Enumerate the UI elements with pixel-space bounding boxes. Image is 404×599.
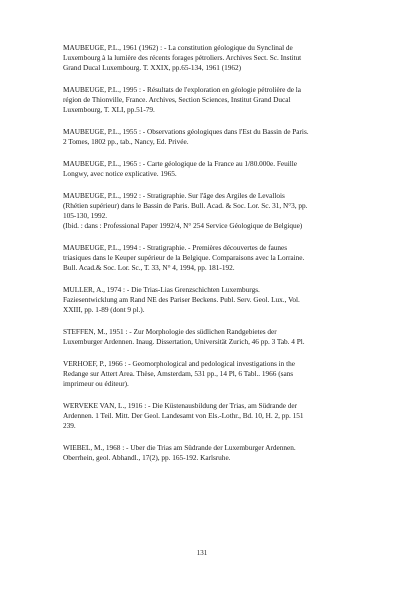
reference-line: Luxemburger Ardennen. Inaug. Dissertation, Universität Zurich, 46 pp. 3 Tab. 4 Pl. [63, 337, 305, 346]
page-number: 131 [196, 549, 208, 557]
reference-line: (Ibid. : dans : Professional Paper 1992/4, N° 254 Service Géologique de Belgique) [63, 221, 303, 230]
reference-line: STEFFEN, M., 1951 : - Zur Morphologie des südlichen Randgebietes der [63, 327, 277, 336]
reference-line: MAUBEUGE, P.L., 1995 : - Résultats de l'exploration en géologie pétrolière de la [63, 85, 302, 94]
reference-entry [63, 127, 345, 147]
reference-line: 239. [63, 421, 76, 430]
reference-line: Luxembourg à la lumière des récents forages pétroliers. Archives Sect. Sc. Institut [63, 53, 302, 62]
reference-line: XXIII, pp. 1-89 (dont 9 pl.). [63, 305, 145, 314]
reference-entry [63, 43, 345, 73]
reference-line: VERHOEF, P., 1966 : - Geomorphological and pedological investigations in the [63, 359, 295, 368]
reference-entry [63, 243, 345, 273]
reference-line: MAUBEUGE, P.L., 1965 : - Carte géologique de la France au 1/80.000e. Feuille [63, 159, 297, 168]
reference-entry [63, 85, 345, 115]
reference-entry [63, 285, 345, 315]
reference-entry [63, 191, 345, 231]
reference-line: triasiques dans le Keuper supérieur de la Belgique. Comparaisons avec la Lorraine. [63, 253, 305, 262]
reference-line: WIEBEL, M., 1968 : - Uber die Trias am Südrande der Luxemburger Ardennen. [63, 443, 296, 452]
reference-line: MULLER, A., 1974 : - Die Trias-Lias Grenzschichten Luxemburgs. [63, 285, 260, 294]
reference-entry [63, 159, 345, 179]
reference-entry [63, 359, 345, 389]
reference-line: Grand Ducal Luxembourg. T. XXIX, pp.65-134, 1961 (1962) [63, 63, 242, 72]
reference-line: Longwy, avec notice explicative. 1965. [63, 169, 177, 178]
reference-line: MAUBEUGE, P.L., 1961 (1962) : - La constitution géologique du Synclinal de [63, 43, 293, 52]
reference-line: (Rhétien supérieur) dans le Bassin de Paris. Bull. Acad. & Soc. Lor. Sc. 31, N°3, pp. [63, 201, 308, 210]
reference-line: Ardennen. 1 Teil. Mitt. Der Geol. Landesamt von Els.-Lothr., Bd. 10, H. 2, pp. 151 [63, 411, 304, 420]
reference-line: région de Thionville, France. Archives, Section Sciences, Institut Grand Ducal [63, 95, 291, 104]
reference-entry [63, 401, 345, 431]
reference-line: 105-130, 1992. [63, 211, 108, 220]
reference-line: 2 Tomes, 1802 pp., tab., Nancy, Ed. Privée. [63, 137, 189, 146]
reference-line: MAUBEUGE, P.L., 1955 : - Observations géologiques dans l'Est du Bassin de Paris. [63, 127, 309, 136]
reference-line: Faziesentwicklung am Rand NE des Pariser Beckens. Publ. Serv. Geol. Lux., Vol. [63, 295, 300, 304]
reference-line: Oberrhein, geol. Abhandl., 17(2), pp. 165-192. Karlsruhe. [63, 453, 231, 462]
reference-line: Bull. Acad.& Soc. Lor. Sc., T. 33, N° 4, 1994, pp. 181-192. [63, 263, 235, 272]
reference-line: MAUBEUGE, P.L., 1994 : - Stratigraphie. - Premières découvertes de faunes [63, 243, 288, 252]
reference-line: Redange sur Attert Area. Thèse, Amsterdam, 531 pp., 14 Pl, 6 Tabl.. 1966 (sans [63, 369, 294, 378]
reference-list [63, 43, 345, 475]
reference-line: imprimeur ou éditeur). [63, 379, 129, 388]
reference-line: WERVEKE VAN, L., 1916 : - Die Küstenausbildung der Trias, am Südrande der [63, 401, 297, 410]
reference-line: MAUBEUGE, P.L., 1992 : - Stratigraphie. Sur l'âge des Argiles de Levallois [63, 191, 285, 200]
reference-line: Luxembourg, T. XLI, pp.51-79. [63, 105, 155, 114]
reference-entry [63, 327, 345, 347]
reference-entry [63, 443, 345, 463]
